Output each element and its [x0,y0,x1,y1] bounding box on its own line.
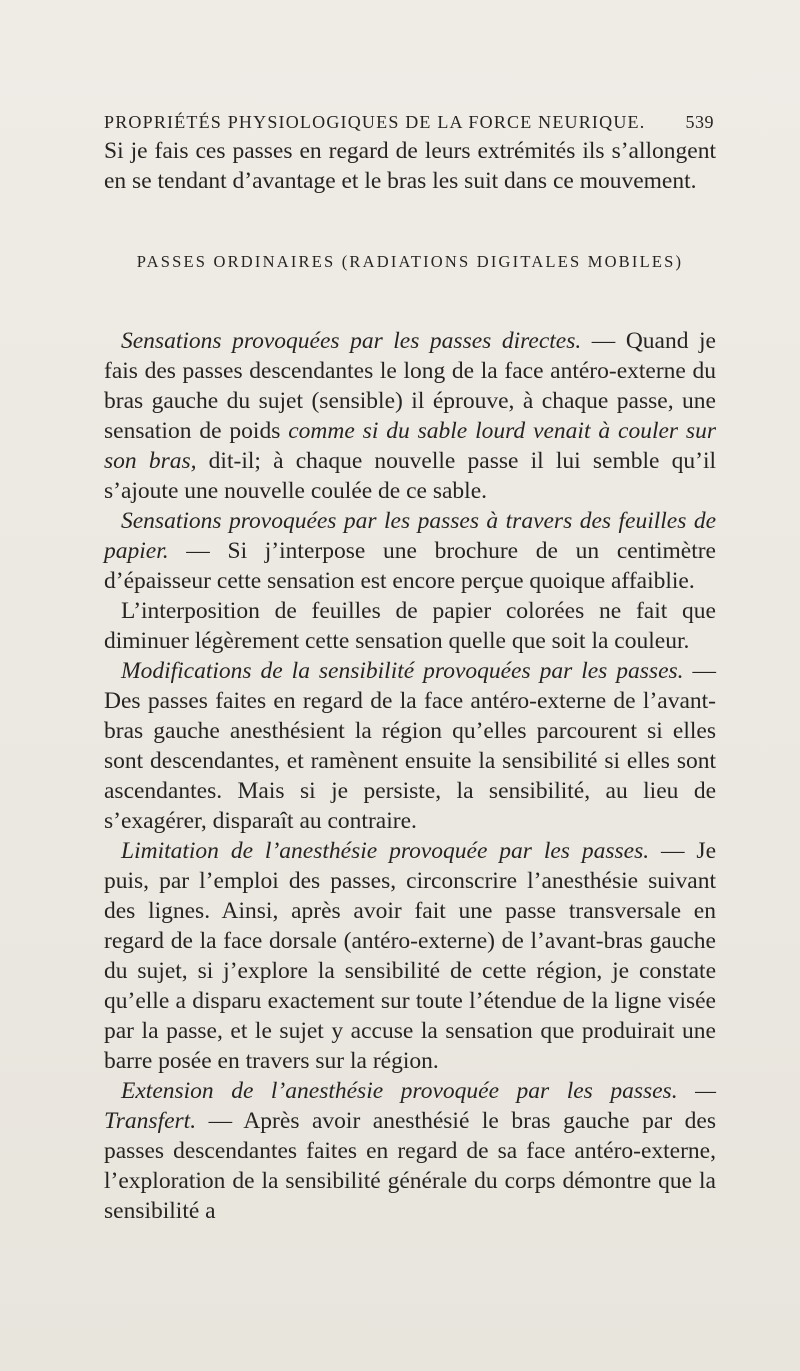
paragraph-emphasis: comme si du sable lourd venait à couler sur son bras, [104,418,716,474]
paragraph-text: dit-il; à chaque nouvelle passe il lui semble qu’il s’ajoute une nouvelle coulée de ce sable. [104,448,717,504]
paragraph-text: — Après avoir anesthésié le bras gauche par des passes descendantes faites en regard de sa face antéro-externe, l’exploration de la sensibilité générale du corps démontre que la sensibilité a [104,1108,716,1224]
page-number: 539 [685,112,714,132]
running-title: PROPRIÉTÉS PHYSIOLOGIQUES DE LA FORCE NEURIQUE. [104,112,646,132]
paragraph-title: Extension de l’anesthésie provoquée par les passes. — Transfert. [104,1078,716,1134]
paragraph-title: Sensations provoquées par les passes à travers des feuilles de papier. [104,508,716,564]
paragraph-text: — Des passes faites en regard de la face antéro-externe de l’avant-bras gauche anesthésient la région qu’elles parcourent si elles sont descendantes, et ramènent ensuite la sensibilité si elles sont ascendantes. Mais si je persiste, la sensibilité, au lieu de s’exagérer, disparaît au contraire. [104,658,716,834]
paragraph-text: L’interposition de feuilles de papier colorées ne fait que diminuer légèrement cette sensation quelle que soit la couleur. [104,598,716,654]
section-heading: PASSES ORDINAIRES (RADIATIONS DIGITALES MOBILES) [136,252,684,271]
paragraph-text: — Quand je fais des passes descendantes le long de la face antéro-externe du bras gauche du sujet (sensible) il éprouve, à chaque passe, une sensation de poids [104,328,716,444]
paragraph-title: Modifications de la sensibilité provoquées par les passes. [121,658,684,684]
paragraph-feuilles-colorees [104,596,716,656]
paragraph-sensations-directes [104,326,716,506]
paragraph-text: — Je puis, par l’emploi des passes, circonscrire l’anesthésie suivant des lignes. Ainsi, après avoir fait une passe transversale en regard de la face dorsale (antéro-externe) de l’avant-bras gauche du sujet, si j’explore la sensibilité de cette région, je constate qu’elle a disparu exactement sur toute l’étendue de la ligne visée par la passe, et le sujet y accuse la sensation que produirait une barre posée en travers sur la région. [104,838,716,1074]
paragraph-text: — Si j’interpose une brochure de un centimètre d’épaisseur cette sensation est encore perçue quoique affaiblie. [104,538,716,594]
paragraph-title: Sensations provoquées par les passes directes. [121,328,582,354]
paragraph-limitation [104,836,716,1076]
paragraph-modifications [104,656,716,836]
paragraph-title: Limitation de l’anesthésie provoquée par les passes. [121,838,650,864]
body-text [104,136,716,1226]
paragraph-extension [104,1076,716,1226]
intro-paragraph: Si je fais ces passes en regard de leurs extrémités ils s’allongent en se tendant d’avantage et le bras les suit dans ce mouvement. [104,138,716,194]
running-head [104,112,714,133]
paragraph-sensations-papier [104,506,716,596]
